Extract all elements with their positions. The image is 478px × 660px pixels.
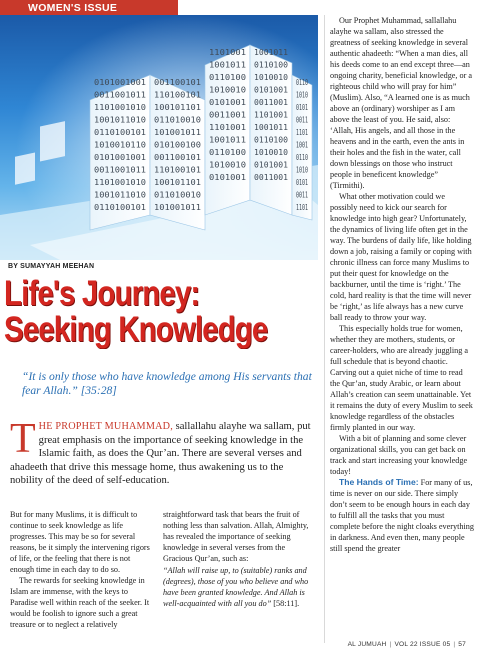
binary-digits: 1010010 <box>209 160 247 170</box>
binary-digits: 0101001001 <box>94 78 147 87</box>
binary-digits: 1001011 <box>209 60 247 70</box>
binary-digits: 0101001 <box>254 85 289 95</box>
binary-digits: 1010 <box>296 90 309 100</box>
paragraph: straightforward task that bears the fruit of nothing less than salvation. Allah, Almighty, has revealed the importance of seeking knowledge in several verses from the Gracious Qur’an, such as: <box>163 510 309 563</box>
intro-text: sallallahu alayhe wa sallam, put great emphasis on the importance of seeking knowledge in the Islamic faith, as does the Qur’an. There are several verses and ahadeeth that drive this message home, thus awakening us to the nobility of the deed of self-education. <box>10 421 311 487</box>
paragraph: But for many Muslims, it is difficult to continue to seek knowledge as life progresses. This may be so for several reasons, be it simply the intervening rigors of life, or the feeling that there is not enough time in each day to do so. <box>10 510 150 574</box>
binary-digits: 1010010 <box>254 148 289 157</box>
binary-digits: 0101001001 <box>94 153 147 162</box>
binary-digits: 0101001 <box>209 98 247 107</box>
binary-digits: 001100101 <box>154 78 202 87</box>
pull-quote: “It is only those who have knowledge among His servants that fear Allah.” [35:28] <box>22 370 312 397</box>
binary-digits: 110100101 <box>154 165 202 175</box>
column-2 <box>163 509 312 609</box>
paragraph <box>330 477 474 554</box>
binary-digits: 1001 <box>296 140 309 150</box>
binary-digits: 1010010110 <box>94 140 147 150</box>
binary-digits: 1101001 <box>254 110 289 120</box>
binary-digits: 1101001010 <box>94 178 147 187</box>
binary-digits: 1010010 <box>254 73 289 82</box>
binary-digits: 0110 <box>296 78 309 87</box>
binary-digits: 1001011 <box>209 135 247 145</box>
binary-digits: 0011001 <box>209 110 247 120</box>
binary-digits: 0110100 <box>254 60 289 70</box>
binary-digits: 0101001 <box>209 173 247 182</box>
binary-digits: 1010 <box>296 165 309 175</box>
column-1 <box>10 509 151 630</box>
article-title <box>4 276 271 348</box>
binary-digits: 010100100 <box>154 140 202 150</box>
binary-digits: 0110100101 <box>94 203 147 212</box>
paragraph: With a bit of planning and some clever organizational skills, you can get back on track and start increasing your knowledge today! <box>330 434 468 476</box>
binary-digits: 0011001 <box>254 98 289 107</box>
binary-digits: 1001011 <box>254 48 289 57</box>
binary-digits: 1101001 <box>209 123 247 132</box>
intro-paragraph <box>10 416 315 488</box>
binary-digits: 0110100 <box>209 148 247 157</box>
title-line-2: Seeking Knowledge <box>4 310 268 349</box>
section-label: WOMEN'S ISSUE <box>0 0 178 17</box>
binary-digits: 0110100 <box>209 73 247 82</box>
binary-digits: 100101101 <box>154 103 202 112</box>
byline: BY SUMAYYAH MEEHAN <box>8 263 95 270</box>
paragraph: This especially holds true for women, whether they are mothers, students, or career-holders, who are already juggling a full schedule that is beyond chaotic. Carving out a quiet niche of time to read the Qur’an, study Arabic, or learn about Allah’s creation can seem unattainable. Yet it remains the duty of every Muslim to seek knowledge regardless of the obstacles firmly planted in our way. <box>330 324 473 432</box>
distant-book <box>40 121 65 161</box>
binary-books-illustration <box>0 15 318 260</box>
quote-text: “Allah will raise up, to (suitable) ranks and (degrees), those of you who believe and who have been granted knowledge. And Allah is well-acquainted with all you do” <box>163 566 309 608</box>
binary-digits: 0011001 <box>254 173 289 182</box>
binary-digits: 0011 <box>296 190 309 200</box>
page-number: 57 <box>458 641 466 648</box>
intro-lead: HE PROPHET MUHAMMAD, <box>38 421 173 432</box>
binary-digits: 0110100101 <box>94 128 147 137</box>
title-line-1: Life's Journey: <box>4 274 200 313</box>
paragraph: What other motivation could we possibly need to kick our search for knowledge into high gear? Unfortunately, the dynamics of living life often get in the way. The burdens of daily life, like holding down a job, raising a family or coping with chronic illness can force many Muslims to put their quest for knowledge on the backburner, until the time is ‘right.’ The cold, hard reality is that the time will never be ‘right,’ as life always has a new curve ball ready to throw your way. <box>330 192 472 322</box>
subheading-text: For many of us, time is never on our side. There simply don’t seem to be enough hours in each day to fulfill all the tasks that you must complete before the night cloaks everything in darkness. And even then, many people still spend the greater <box>330 478 474 553</box>
binary-digits: 0101001 <box>254 160 289 170</box>
binary-digits: 0110 <box>296 153 309 162</box>
distant-book <box>15 153 35 185</box>
quran-quote <box>163 565 312 609</box>
binary-digits: 1001011010 <box>94 190 147 200</box>
binary-digits: 001100101 <box>154 153 202 162</box>
binary-digits: 011010010 <box>154 190 202 200</box>
magazine-name: AL JUMUAH <box>347 641 387 648</box>
binary-digits: 1101 <box>296 128 309 137</box>
binary-digits: 1010010 <box>209 85 247 95</box>
binary-digits: 101001011 <box>154 203 202 212</box>
column-3 <box>330 15 474 554</box>
binary-digits: 0101 <box>296 178 309 187</box>
binary-digits: 1001011010 <box>94 115 147 125</box>
quote-reference: [58:11]. <box>273 599 300 608</box>
paragraph: The rewards for seeking knowledge in Islam are immense, with the keys to Paradise well within reach of the seeker. It would be foolish to ignore such a great treasure or to neglect a relatively <box>10 576 150 629</box>
binary-digits: 110100101 <box>154 90 202 100</box>
subheading: The Hands of Time: <box>339 477 419 487</box>
binary-digits: 0011 <box>296 115 309 125</box>
binary-digits: 0101 <box>296 103 309 112</box>
binary-digits: 0110100 <box>254 135 289 145</box>
column-divider <box>324 15 325 643</box>
binary-digits: 0011001011 <box>94 90 147 100</box>
binary-digits: 0011001011 <box>94 165 147 175</box>
binary-digits: 1101001 <box>209 48 247 57</box>
paragraph: Our Prophet Muhammad, sallallahu alayhe wa sallam, also stressed the greatness of seeking knowledge in several authentic ahadeeth: “When a man dies, all his deeds come to an end except three—an ongoing charity, beneficial knowledge, or a righteous child who will pray for him” (Muslim). Also, “A learned one is as much above an (ordinary) worshiper as I am above the least of you. He said, also: ‘Allah, His angels, and all those in the heavens and in the earth, even the ants in their holes and the fish in the water, call down blessings on those who instruct people in beneficent knowledge” (Tirmithi). <box>330 16 473 190</box>
page-footer: AL JUMUAH | VOL 22 ISSUE 05 | 57 <box>347 641 466 648</box>
issue-number: VOL 22 ISSUE 05 <box>394 641 451 648</box>
hero-image-books <box>0 15 318 260</box>
binary-digits: 1001011 <box>254 123 289 132</box>
binary-digits: 011010010 <box>154 115 202 125</box>
binary-digits: 1101001010 <box>94 103 147 112</box>
binary-digits: 100101101 <box>154 178 202 187</box>
drop-cap: T <box>10 416 36 462</box>
binary-digits: 101001011 <box>154 128 202 137</box>
binary-digits: 1101 <box>296 203 309 212</box>
